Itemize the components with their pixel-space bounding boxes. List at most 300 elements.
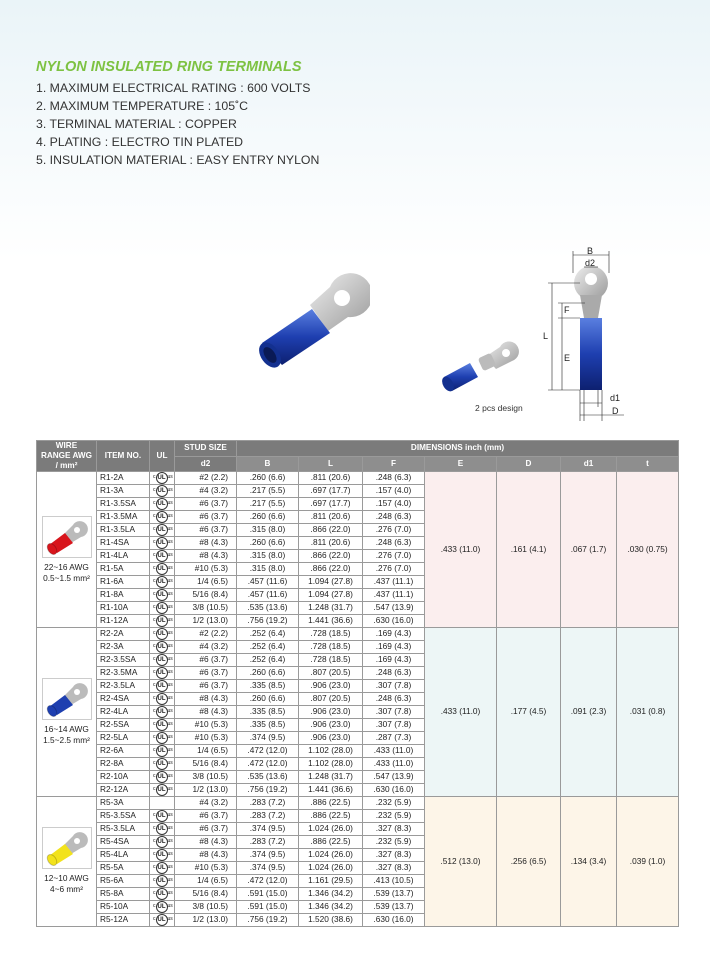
dim-f: .248 (6.3) — [363, 472, 425, 485]
dim-f: .157 (4.0) — [363, 485, 425, 498]
stud-size: 5/16 (8.4) — [175, 589, 237, 602]
ul-certification-icon: UL — [156, 888, 168, 900]
dim-l: .886 (22.5) — [299, 835, 363, 848]
dim-f: .307 (7.8) — [363, 680, 425, 693]
item-no: R1-4SA — [97, 537, 150, 550]
dim-b: .472 (12.0) — [237, 874, 299, 887]
ul-cell: c UL us — [150, 576, 175, 589]
dim-f: .327 (8.3) — [363, 848, 425, 861]
ul-certification-icon: UL — [156, 472, 168, 484]
dim-f: .547 (13.9) — [363, 602, 425, 615]
item-no: R2-3.5SA — [97, 654, 150, 667]
terminal-spec-table — [36, 440, 679, 927]
ul-certification-icon: UL — [156, 628, 168, 640]
table-row — [37, 472, 679, 485]
label-d2: d2 — [585, 258, 596, 268]
stud-size: #6 (3.7) — [175, 667, 237, 680]
dim-l: .906 (23.0) — [299, 719, 363, 732]
dim-b: .472 (12.0) — [237, 745, 299, 758]
spec-item: 2. MAXIMUM TEMPERATURE : 105˚C — [36, 99, 249, 113]
dim-f: .276 (7.0) — [363, 550, 425, 563]
ul-cell: c UL us — [150, 745, 175, 758]
ul-certification-icon: UL — [156, 875, 168, 887]
ul-cell: c UL us — [150, 887, 175, 900]
stud-size: #6 (3.7) — [175, 680, 237, 693]
dim-f: .433 (11.0) — [363, 745, 425, 758]
dim-d1: .067 (1.7) — [561, 472, 617, 628]
ul-cell: c UL us — [150, 848, 175, 861]
dim-f: .276 (7.0) — [363, 563, 425, 576]
dim-b: .374 (9.5) — [237, 861, 299, 874]
dim-l: 1.248 (31.7) — [299, 771, 363, 784]
item-no: R5-4SA — [97, 835, 150, 848]
dim-l: .807 (20.5) — [299, 667, 363, 680]
ul-cell: c UL us — [150, 874, 175, 887]
dim-d1: .091 (2.3) — [561, 628, 617, 797]
header-f: F — [363, 456, 425, 472]
dim-l: .728 (18.5) — [299, 641, 363, 654]
ul-cell: c UL us — [150, 563, 175, 576]
stud-size: #2 (2.2) — [175, 628, 237, 641]
dim-f: .437 (11.1) — [363, 589, 425, 602]
stud-size: #6 (3.7) — [175, 511, 237, 524]
item-no: R1-8A — [97, 589, 150, 602]
dim-b: .756 (19.2) — [237, 615, 299, 628]
ul-cell: c UL us — [150, 472, 175, 485]
spec-list — [36, 79, 319, 169]
dim-f: .169 (4.3) — [363, 641, 425, 654]
stud-size: 1/2 (13.0) — [175, 784, 237, 797]
dim-l: .886 (22.5) — [299, 809, 363, 822]
header-ul: UL — [150, 441, 175, 472]
dim-t: .039 (1.0) — [617, 797, 679, 927]
dim-b: .335 (8.5) — [237, 706, 299, 719]
item-no: R2-8A — [97, 758, 150, 771]
ul-cell: c UL us — [150, 524, 175, 537]
header-d: D — [497, 456, 561, 472]
dim-f: .248 (6.3) — [363, 511, 425, 524]
stud-size: #4 (3.2) — [175, 485, 237, 498]
stud-size: 5/16 (8.4) — [175, 887, 237, 900]
item-no: R5-6A — [97, 874, 150, 887]
dim-b: .374 (9.5) — [237, 822, 299, 835]
dim-f: .307 (7.8) — [363, 706, 425, 719]
item-no: R2-3.5LA — [97, 680, 150, 693]
ul-cell: c UL us — [150, 758, 175, 771]
item-no: R1-3.5MA — [97, 511, 150, 524]
label-e: E — [564, 353, 571, 363]
header-d2: d2 — [175, 456, 237, 472]
item-no: R5-3.5SA — [97, 809, 150, 822]
item-no: R5-5A — [97, 861, 150, 874]
ul-certification-icon: UL — [156, 524, 168, 536]
ul-cell: c UL us — [150, 861, 175, 874]
dim-l: .906 (23.0) — [299, 732, 363, 745]
dim-f: .539 (13.7) — [363, 900, 425, 913]
ul-cell: c UL us — [150, 498, 175, 511]
ul-cell: c UL us — [150, 732, 175, 745]
item-no: R2-3.5MA — [97, 667, 150, 680]
dim-l: .866 (22.0) — [299, 550, 363, 563]
stud-size: #6 (3.7) — [175, 654, 237, 667]
ul-cell: c UL us — [150, 511, 175, 524]
dim-b: .260 (6.6) — [237, 537, 299, 550]
dim-t: .031 (0.8) — [617, 628, 679, 797]
awg-range: 16~14 AWG — [44, 724, 89, 734]
ul-certification-icon: UL — [156, 810, 168, 822]
item-no: R1-3.5LA — [97, 524, 150, 537]
ul-certification-icon: UL — [156, 667, 168, 679]
dim-f: .630 (16.0) — [363, 913, 425, 926]
dim-b: .252 (6.4) — [237, 628, 299, 641]
dim-l: .697 (17.7) — [299, 485, 363, 498]
stud-size: #8 (4.3) — [175, 706, 237, 719]
dim-f: .433 (11.0) — [363, 758, 425, 771]
table-row — [37, 628, 679, 641]
dim-l: 1.346 (34.2) — [299, 900, 363, 913]
dim-l: 1.094 (27.8) — [299, 589, 363, 602]
label-D: D — [612, 406, 619, 416]
item-no: R5-12A — [97, 913, 150, 926]
item-no: R2-4LA — [97, 706, 150, 719]
ul-cell: c UL us — [150, 900, 175, 913]
dim-l: 1.024 (26.0) — [299, 848, 363, 861]
dim-b: .535 (13.6) — [237, 602, 299, 615]
dim-b: .335 (8.5) — [237, 680, 299, 693]
stud-size: 1/4 (6.5) — [175, 576, 237, 589]
ul-certification-icon: UL — [156, 615, 168, 627]
ul-certification-icon: UL — [156, 602, 168, 614]
header-item-no: ITEM NO. — [97, 441, 150, 472]
item-no: R2-4SA — [97, 693, 150, 706]
item-no: R5-8A — [97, 887, 150, 900]
dim-l: 1.024 (26.0) — [299, 861, 363, 874]
page-title: NYLON INSULATED RING TERMINALS — [36, 59, 302, 75]
ul-certification-icon: UL — [156, 680, 168, 692]
dim-f: .307 (7.8) — [363, 719, 425, 732]
dim-l: .807 (20.5) — [299, 693, 363, 706]
dim-b: .283 (7.2) — [237, 809, 299, 822]
item-no: R1-2A — [97, 472, 150, 485]
dim-f: .327 (8.3) — [363, 822, 425, 835]
item-no: R1-3.5SA — [97, 498, 150, 511]
dim-f: .630 (16.0) — [363, 615, 425, 628]
ul-certification-icon: UL — [156, 511, 168, 523]
dim-f: .413 (10.5) — [363, 874, 425, 887]
ul-cell: c UL us — [150, 654, 175, 667]
ul-certification-icon: UL — [156, 771, 168, 783]
dim-b: .756 (19.2) — [237, 913, 299, 926]
dim-b: .260 (6.6) — [237, 472, 299, 485]
dim-f: .157 (4.0) — [363, 498, 425, 511]
header-wire-range: WIRE RANGE AWG / mm² — [37, 441, 97, 472]
blue-ring-terminal-image — [250, 265, 370, 375]
dim-f: .539 (13.7) — [363, 887, 425, 900]
spec-item: 1. MAXIMUM ELECTRICAL RATING : 600 VOLTS — [36, 81, 311, 95]
item-no: R1-6A — [97, 576, 150, 589]
dim-l: 1.102 (28.0) — [299, 758, 363, 771]
ul-certification-icon: UL — [156, 914, 168, 926]
dim-b: .374 (9.5) — [237, 732, 299, 745]
ul-cell: c UL us — [150, 835, 175, 848]
item-no: R5-3A — [97, 797, 150, 810]
stud-size: #6 (3.7) — [175, 809, 237, 822]
dim-f: .232 (5.9) — [363, 797, 425, 810]
ul-certification-icon: UL — [156, 485, 168, 497]
header-t: t — [617, 456, 679, 472]
item-no: R2-12A — [97, 784, 150, 797]
dim-b: .283 (7.2) — [237, 797, 299, 810]
dim-l: .811 (20.6) — [299, 472, 363, 485]
dim-b: .535 (13.6) — [237, 771, 299, 784]
ul-certification-icon: UL — [156, 550, 168, 562]
dim-f: .248 (6.3) — [363, 667, 425, 680]
ul-certification-icon: UL — [156, 758, 168, 770]
stud-size: #10 (5.3) — [175, 563, 237, 576]
yellow-terminal-thumbnail — [42, 827, 92, 869]
label-f: F — [564, 305, 570, 315]
dim-l: 1.441 (36.6) — [299, 784, 363, 797]
ul-certification-icon: UL — [156, 836, 168, 848]
label-l: L — [543, 331, 549, 341]
item-no: R1-10A — [97, 602, 150, 615]
dim-b: .217 (5.5) — [237, 485, 299, 498]
dim-l: 1.441 (36.6) — [299, 615, 363, 628]
ul-cell: c UL us — [150, 550, 175, 563]
ul-certification-icon: UL — [156, 862, 168, 874]
spec-item: 4. PLATING : ELECTRO TIN PLATED — [36, 135, 244, 149]
ul-certification-icon: UL — [156, 901, 168, 913]
two-piece-terminal-image — [440, 335, 525, 395]
ul-certification-icon: UL — [156, 641, 168, 653]
dim-e: .433 (11.0) — [425, 472, 497, 628]
item-no: R2-2A — [97, 628, 150, 641]
ul-cell: c UL us — [150, 680, 175, 693]
dim-b: .315 (8.0) — [237, 550, 299, 563]
dim-l: 1.520 (38.6) — [299, 913, 363, 926]
dim-f: .248 (6.3) — [363, 537, 425, 550]
item-no: R5-3.5LA — [97, 822, 150, 835]
dim-f: .327 (8.3) — [363, 861, 425, 874]
ul-cell: c UL us — [150, 641, 175, 654]
dim-f: .276 (7.0) — [363, 524, 425, 537]
dim-l: 1.094 (27.8) — [299, 576, 363, 589]
ul-certification-icon: UL — [156, 823, 168, 835]
header-b: B — [237, 456, 299, 472]
item-no: R2-5LA — [97, 732, 150, 745]
header-stud-size: STUD SIZE — [175, 441, 237, 457]
stud-size: #8 (4.3) — [175, 537, 237, 550]
dim-e: .433 (11.0) — [425, 628, 497, 797]
stud-size: #6 (3.7) — [175, 524, 237, 537]
ul-certification-icon: UL — [156, 706, 168, 718]
ul-certification-icon: UL — [156, 784, 168, 796]
ul-cell: c UL us — [150, 719, 175, 732]
ul-certification-icon: UL — [156, 693, 168, 705]
awg-range: 12~10 AWG — [44, 873, 89, 884]
dim-l: .886 (22.5) — [299, 797, 363, 810]
stud-size: 3/8 (10.5) — [175, 900, 237, 913]
item-no: R1-3A — [97, 485, 150, 498]
ul-certification-icon: UL — [156, 654, 168, 666]
ul-cell — [150, 797, 175, 810]
item-no: R2-10A — [97, 771, 150, 784]
red-terminal-thumbnail — [42, 516, 92, 558]
dim-d1: .134 (3.4) — [561, 797, 617, 927]
ul-cell: c UL us — [150, 615, 175, 628]
ul-certification-icon: UL — [156, 732, 168, 744]
dim-b: .217 (5.5) — [237, 498, 299, 511]
dim-f: .437 (11.1) — [363, 576, 425, 589]
dim-b: .374 (9.5) — [237, 848, 299, 861]
dimension-diagram — [540, 243, 630, 423]
stud-size: 3/8 (10.5) — [175, 771, 237, 784]
dim-b: .457 (11.6) — [237, 589, 299, 602]
stud-size: 5/16 (8.4) — [175, 758, 237, 771]
awg-range: 22~16 AWG — [44, 561, 89, 572]
ul-cell: c UL us — [150, 822, 175, 835]
dim-b: .283 (7.2) — [237, 835, 299, 848]
dim-b: .315 (8.0) — [237, 524, 299, 537]
dim-l: .866 (22.0) — [299, 563, 363, 576]
dim-l: .728 (18.5) — [299, 628, 363, 641]
header-d1: d1 — [561, 456, 617, 472]
two-piece-caption: 2 pcs design — [475, 403, 523, 413]
ul-certification-icon: UL — [156, 589, 168, 601]
ul-certification-icon: UL — [156, 849, 168, 861]
item-no: R1-5A — [97, 563, 150, 576]
dim-l: 1.024 (26.0) — [299, 822, 363, 835]
table-row — [37, 797, 679, 810]
header-l: L — [299, 456, 363, 472]
dim-b: .591 (15.0) — [237, 887, 299, 900]
stud-size: #6 (3.7) — [175, 498, 237, 511]
dim-d: .177 (4.5) — [497, 628, 561, 797]
item-no: R2-5SA — [97, 719, 150, 732]
wire-range-cell — [37, 628, 97, 797]
dim-f: .169 (4.3) — [363, 628, 425, 641]
ul-cell: c UL us — [150, 809, 175, 822]
header-e: E — [425, 456, 497, 472]
wire-range-cell — [37, 797, 97, 927]
ul-cell: c UL us — [150, 589, 175, 602]
stud-size: 1/2 (13.0) — [175, 615, 237, 628]
dim-l: .866 (22.0) — [299, 524, 363, 537]
stud-size: #10 (5.3) — [175, 861, 237, 874]
stud-size: #8 (4.3) — [175, 835, 237, 848]
dim-l: 1.102 (28.0) — [299, 745, 363, 758]
dim-b: .457 (11.6) — [237, 576, 299, 589]
ul-certification-icon: UL — [156, 576, 168, 588]
dim-b: .472 (12.0) — [237, 758, 299, 771]
mm-range: 0.5~1.5 mm² — [43, 572, 90, 583]
stud-size: 1/4 (6.5) — [175, 874, 237, 887]
stud-size: #8 (4.3) — [175, 693, 237, 706]
ul-certification-icon: UL — [156, 537, 168, 549]
item-no: R2-6A — [97, 745, 150, 758]
stud-size: #10 (5.3) — [175, 719, 237, 732]
item-no: R5-10A — [97, 900, 150, 913]
stud-size: #6 (3.7) — [175, 822, 237, 835]
stud-size: #10 (5.3) — [175, 732, 237, 745]
ul-cell: c UL us — [150, 706, 175, 719]
dim-t: .030 (0.75) — [617, 472, 679, 628]
ul-certification-icon: UL — [156, 563, 168, 575]
dim-l: 1.248 (31.7) — [299, 602, 363, 615]
stud-size: #8 (4.3) — [175, 550, 237, 563]
stud-size: #8 (4.3) — [175, 848, 237, 861]
label-b: B — [587, 246, 594, 256]
mm-range: 4~6 mm² — [50, 884, 83, 895]
label-d1: d1 — [610, 393, 621, 403]
item-no: R1-12A — [97, 615, 150, 628]
ul-cell: c UL us — [150, 628, 175, 641]
dim-b: .756 (19.2) — [237, 784, 299, 797]
dim-f: .248 (6.3) — [363, 693, 425, 706]
dim-f: .287 (7.3) — [363, 732, 425, 745]
ul-cell: c UL us — [150, 771, 175, 784]
dim-b: .591 (15.0) — [237, 900, 299, 913]
spec-item: 3. TERMINAL MATERIAL : COPPER — [36, 117, 237, 131]
dim-b: .260 (6.6) — [237, 511, 299, 524]
stud-size: #4 (3.2) — [175, 797, 237, 810]
blue-terminal-thumbnail — [42, 678, 92, 720]
mm-range: 1.5~2.5 mm² — [43, 735, 90, 745]
dim-f: .232 (5.9) — [363, 835, 425, 848]
ul-cell: c UL us — [150, 693, 175, 706]
ul-cell: c UL us — [150, 537, 175, 550]
wire-range-cell — [37, 472, 97, 628]
stud-size: #2 (2.2) — [175, 472, 237, 485]
ul-certification-icon: UL — [156, 745, 168, 757]
dim-f: .232 (5.9) — [363, 809, 425, 822]
dim-l: .811 (20.6) — [299, 537, 363, 550]
stud-size: 1/4 (6.5) — [175, 745, 237, 758]
dim-b: .260 (6.6) — [237, 693, 299, 706]
dim-f: .547 (13.9) — [363, 771, 425, 784]
dim-b: .252 (6.4) — [237, 641, 299, 654]
dim-l: .728 (18.5) — [299, 654, 363, 667]
dim-l: 1.346 (34.2) — [299, 887, 363, 900]
dim-l: .697 (17.7) — [299, 498, 363, 511]
ul-cell: c UL us — [150, 602, 175, 615]
dim-e: .512 (13.0) — [425, 797, 497, 927]
stud-size: #4 (3.2) — [175, 641, 237, 654]
dim-b: .315 (8.0) — [237, 563, 299, 576]
item-no: R2-3A — [97, 641, 150, 654]
stud-size: 3/8 (10.5) — [175, 602, 237, 615]
ul-certification-icon: UL — [156, 719, 168, 731]
dim-f: .169 (4.3) — [363, 654, 425, 667]
ul-cell: c UL us — [150, 485, 175, 498]
dim-d: .256 (6.5) — [497, 797, 561, 927]
ul-cell: c UL us — [150, 667, 175, 680]
item-no: R1-4LA — [97, 550, 150, 563]
dim-f: .630 (16.0) — [363, 784, 425, 797]
dim-l: 1.161 (29.5) — [299, 874, 363, 887]
ul-cell: c UL us — [150, 784, 175, 797]
spec-item: 5. INSULATION MATERIAL : EASY ENTRY NYLON — [36, 153, 320, 167]
dim-l: .811 (20.6) — [299, 511, 363, 524]
header-dimensions: DIMENSIONS inch (mm) — [237, 441, 679, 457]
ul-certification-icon: UL — [156, 498, 168, 510]
dim-b: .260 (6.6) — [237, 667, 299, 680]
item-no: R5-4LA — [97, 848, 150, 861]
dim-b: .252 (6.4) — [237, 654, 299, 667]
stud-size: 1/2 (13.0) — [175, 913, 237, 926]
dim-b: .335 (8.5) — [237, 719, 299, 732]
dim-d: .161 (4.1) — [497, 472, 561, 628]
